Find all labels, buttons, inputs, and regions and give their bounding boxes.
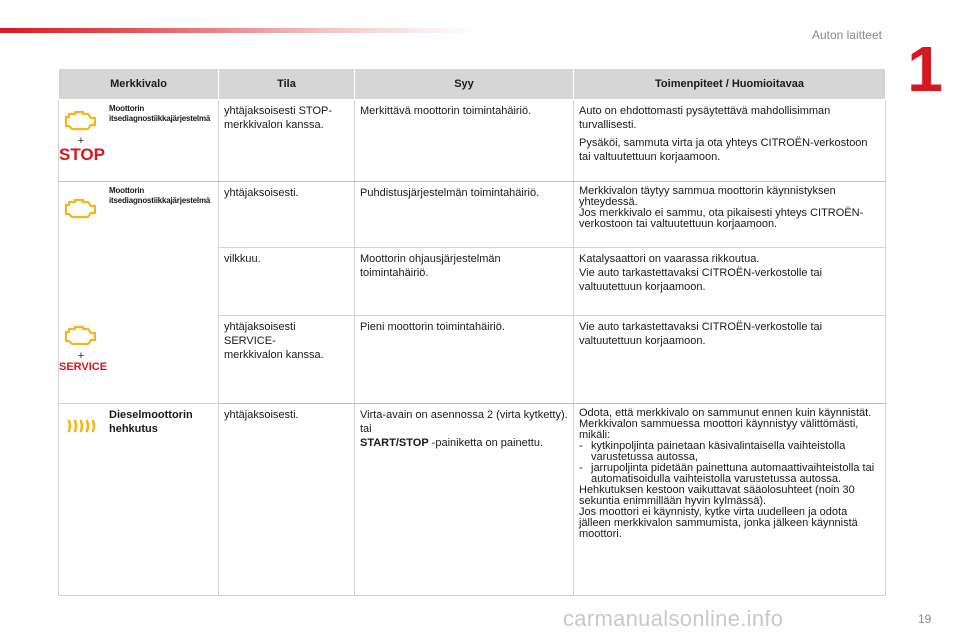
state-cell: yhtäjaksoisesti. [219,182,355,248]
table-row [59,100,886,182]
lamp-cell [59,100,219,182]
state-cell: yhtäjaksoisesti. [219,404,355,596]
lamp-name-line: hehkutus [109,423,158,435]
action-text: Merkkivalon täytyy sammua moottorin käynnistyksen yhteydessä. [579,185,836,208]
action-text: Merkkivalon sammuessa moottori käynnistyy välittömästi, mikäli: [579,418,859,441]
action-text: Jos merkkivalo ei sammu, ota pikaisesti yhteys CITROËN-verkostoon tai valtuutettuun korjaamoon. [579,207,864,230]
cause-cell: Puhdistusjärjestelmän toimintahäiriö. [355,182,574,248]
action-cell [574,248,886,316]
header-accent-bar [0,28,480,33]
column-header-state: Tila [219,69,355,100]
plus-sign: + [77,350,85,362]
action-text: Odota, että merkkivalo on sammunut ennen kuin käynnistät. [579,407,872,419]
glow-plug-icon [66,418,96,434]
action-text: Pysäköi, sammuta virta ja ota yhteys CITROËN-verkostoon tai valtuutettuun korjaamoon. [579,137,868,163]
action-cell [574,404,886,596]
table-header-row [59,69,886,100]
lamp-cell [59,404,219,596]
lamp-name [109,408,193,436]
glow-plug-icon-group [59,418,103,438]
section-title: Auton laitteet [811,28,882,42]
engine-icon-group [59,198,103,224]
column-header-lamp: Merkkivalo [59,69,219,100]
action-cell [574,100,886,182]
action-text: Katalysaattori on vaarassa rikkoutua. [579,253,760,265]
stop-icon: STOP [59,145,105,164]
action-text: Vie auto tarkastettavaksi CITROËN-verkostolle tai valtuutettuun korjaamoon. [579,267,823,293]
cause-cell [355,404,574,596]
cause-cell: Merkittävä moottorin toimintahäiriö. [355,100,574,182]
cause-line: tai [360,423,372,435]
list-item: - kytkinpoljinta painetaan käsivalintaisella vaihteistolla varustetussa autossa, [579,440,846,463]
action-text: Auto on ehdottomasti pysäytettävä mahdollisimman turvallisesti. [579,105,831,131]
action-text: Hehkutuksen kestoon vaikuttavat sääolosuhteet (noin 30 sekuntia enimmillään hyvin kylmässä). [579,484,855,507]
list-item: - jarrupoljinta pidetään painettuna automaattivaihteistolla tai automatisoidulla vaihteistolla varustetussa autossa. [579,462,875,485]
lamp-cell [59,182,219,404]
column-header-action: Toimenpiteet / Huomioitavaa [574,69,886,100]
table-row [59,182,886,248]
state-line: SERVICE- [224,335,276,347]
cause-tail: -painiketta on painettu. [428,437,544,449]
lamp-name: Moottorin itsediagnostiikkajärjestelmä [109,104,211,123]
engine-stop-icon-group [59,110,103,164]
state-cell [219,316,355,404]
engine-warning-icon [64,325,98,347]
cause-cell: Moottorin ohjausjärjestelmän toimintahäiriö. [355,248,574,316]
warning-lamp-table [58,68,886,596]
table-row [59,404,886,596]
action-cell [574,182,886,248]
lamp-name-line: Dieselmoottorin [109,409,193,421]
action-cell: Vie auto tarkastettavaksi CITROËN-verkostolle tai valtuutettuun korjaamoon. [574,316,886,404]
plus-sign: + [77,135,85,147]
lamp-name: Moottorin itsediagnostiikkajärjestelmä [109,186,211,205]
cause-line: Virta-avain on asennossa 2 (virta kytketty). [360,409,568,421]
state-cell: vilkkuu. [219,248,355,316]
state-line: yhtäjaksoisesti [224,321,296,333]
watermark: carmanualsonline.info [563,606,784,631]
action-text: Jos moottori ei käynnisty, kytke virta uudelleen ja odota jälleen merkkivalon sammumista, jonka jälkeen käynnistä moottori. [579,506,858,540]
engine-warning-icon [64,198,98,220]
start-stop-label: START/STOP [360,437,429,449]
cause-line [360,436,569,450]
state-line: merkkivalon kanssa. [224,349,324,361]
engine-service-icon-group [59,325,108,374]
service-icon: SERVICE [59,361,108,373]
page-number: 19 [918,612,932,626]
engine-warning-icon [64,110,98,132]
column-header-cause: Syy [355,69,574,100]
chapter-number: 1 [907,33,943,105]
state-cell: yhtäjaksoisesti STOP-merkkivalon kanssa. [219,100,355,182]
cause-cell: Pieni moottorin toimintahäiriö. [355,316,574,404]
